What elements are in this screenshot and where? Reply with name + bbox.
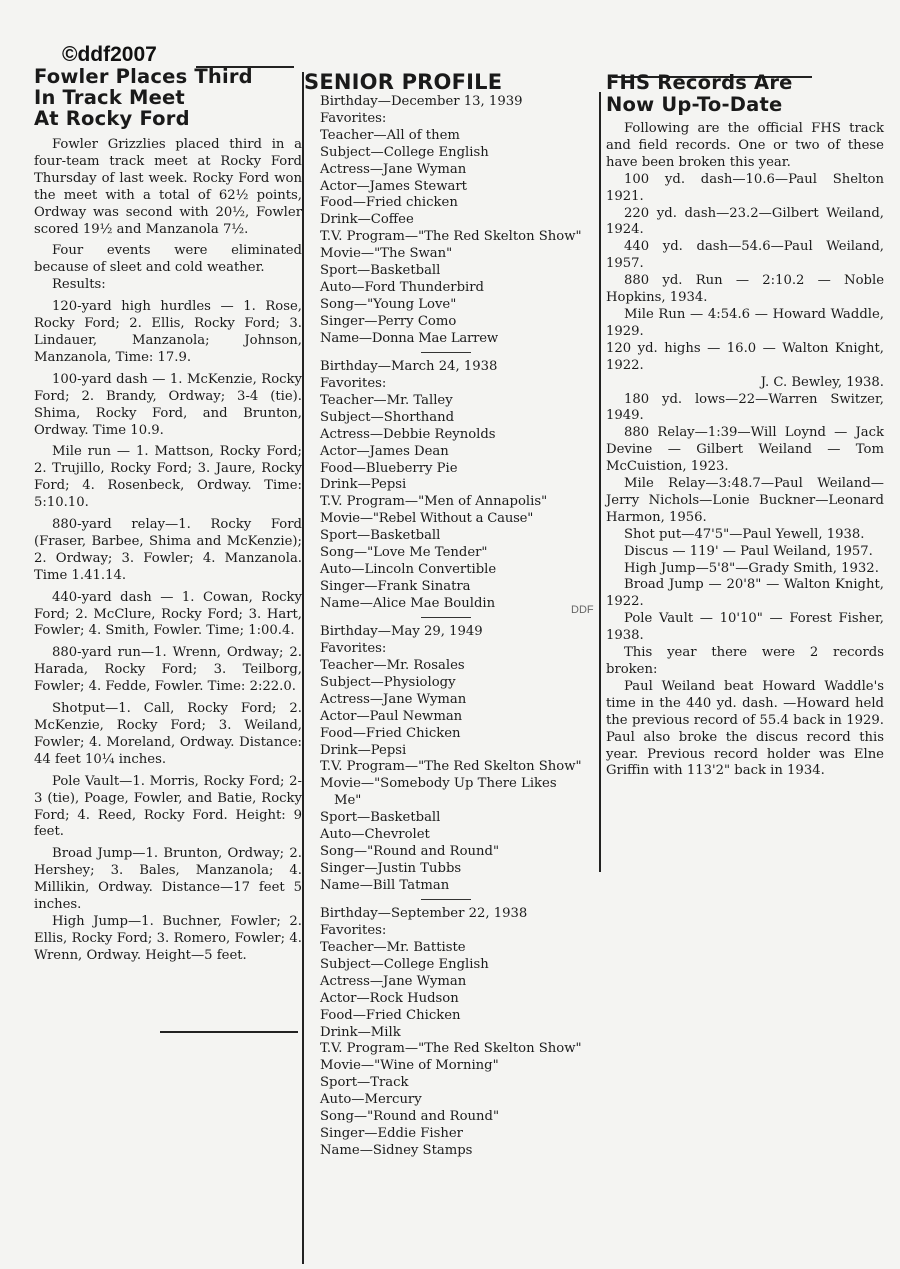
favorite-item: Actress—Jane Wyman (320, 161, 467, 177)
favorite-item: Sport—Basketball (320, 528, 441, 544)
favorite-item: Singer—Eddie Fisher (320, 1125, 463, 1141)
records-closing: This year there were 2 records broken: (606, 645, 884, 677)
article-intro: Fowler Grizzlies placed third in a four-team track meet at Rocky Ford Thursday of last week. Rocky Ford won the meet with a total of 62½ points, Ordway was second with 20½, Fowler scored 19½ and Manzanola 7½. (34, 137, 302, 237)
favorites-label: Favorites: (320, 923, 387, 939)
headline-line: In Track Meet (34, 86, 185, 109)
favorite-item: Teacher—All of them (320, 127, 460, 143)
profile-birthday: Birthday—March 24, 1938 (320, 359, 498, 375)
result-item: Shotput—1. Call, Rocky Ford; 2. McKenzie, Rocky Ford; 3. Weiland, Fowler; 4. Moreland, Ordway. Distance: 44 feet 10¼ inches. (34, 701, 302, 767)
favorite-item: Auto—Chevrolet (320, 827, 430, 843)
favorite-item: Actress—Debbie Reynolds (320, 426, 496, 442)
record-item: 880 yd. Run — 2:10.2 — Noble Hopkins, 1934. (606, 273, 884, 306)
profile-birthday: Birthday—December 13, 1939 (320, 94, 523, 109)
records-closing-detail: Paul Weiland beat Howard Waddle's time in the 440 yd. dash. —Howard held the previous record of 55.4 back in 1929. Paul also broke the discus record this year. Previous record holder was Elne Griffin with 113'2" back in 1934. (606, 678, 884, 779)
record-item: High Jump—5'8"—Grady Smith, 1932. (624, 560, 879, 576)
favorite-item: Actress—Jane Wyman (320, 973, 467, 989)
favorite-item: Auto—Ford Thunderbird (320, 279, 484, 295)
favorite-item: Teacher—Mr. Talley (320, 392, 453, 408)
entry-separator (421, 899, 471, 901)
favorite-item: Subject—College English (320, 956, 489, 972)
favorite-item: Actor—Rock Hudson (320, 990, 459, 1006)
favorite-item: Actress—Jane Wyman (320, 691, 467, 707)
article-paragraph: Four events were eliminated because of sleet and cold weather. (34, 243, 302, 276)
senior-profile (304, 70, 587, 1160)
entry-separator (421, 352, 471, 354)
favorite-item: Actor—James Stewart (320, 178, 467, 194)
profile-name: Name—Bill Tatman (320, 877, 450, 893)
records-intro: Following are the official FHS track and field records. One or two of these have been broken this year. (606, 121, 884, 170)
record-item: Discus — 119' — Paul Weiland, 1957. (624, 543, 873, 559)
favorite-item: Drink—Pepsi (320, 477, 407, 493)
result-item: 100-yard dash — 1. McKenzie, Rocky Ford; 2. Brandy, Ordway; 3-4 (tie). Shima, Rocky Ford, and Brunton, Ordway. Time 10.9. (34, 371, 302, 438)
profile-name: Name—Sidney Stamps (320, 1142, 473, 1158)
copyright-watermark: ©ddf2007 (62, 43, 157, 66)
favorite-item: Subject—Physiology (320, 674, 456, 690)
favorite-item: Teacher—Mr. Rosales (320, 658, 465, 673)
article-headline (34, 66, 302, 129)
margin-mark: DDF (571, 604, 594, 616)
favorite-item: Actor—Paul Newman (320, 708, 463, 724)
favorite-item: Actor—James Dean (320, 443, 449, 459)
result-item: Mile run — 1. Mattson, Rocky Ford; 2. Trujillo, Rocky Ford; 3. Jaure, Rocky Ford; 4. Rosenbeck, Ordway. Time: 5:10.10. (34, 444, 302, 511)
profile-entry (304, 906, 587, 1160)
record-item: 120 yd. highs — 16.0 — Walton Knight, 1922. (606, 340, 884, 373)
headline-line: Fowler Places Third (34, 65, 253, 88)
favorite-item: Song—"Round and Round" (320, 1109, 500, 1125)
favorite-item: T.V. Program—"Men of Annapolis" (320, 494, 548, 510)
profile-entry (304, 94, 587, 348)
profile-name: Name—Alice Mae Bouldin (320, 595, 496, 611)
headline-line: At Rocky Ford (34, 107, 190, 130)
favorites-label: Favorites: (320, 641, 387, 657)
favorites-label: Favorites: (320, 110, 387, 126)
records-headline (606, 72, 884, 115)
record-tie-line: J. C. Bewley, 1938. (760, 374, 884, 390)
favorite-item: Food—Fried Chicken (320, 1007, 461, 1023)
record-item: 180 yd. lows—22—Warren Switzer, 1949. (606, 391, 884, 424)
favorite-item: Subject—Shorthand (320, 409, 455, 425)
favorite-item: Sport—Basketball (320, 263, 441, 279)
favorite-item: Auto—Mercury (320, 1092, 422, 1108)
favorite-item: Auto—Lincoln Convertible (320, 561, 497, 577)
record-item: 440 yd. dash—54.6—Paul Weiland, 1957. (606, 239, 884, 272)
favorite-item: Movie—"The Swan" (320, 246, 453, 262)
favorite-item: Drink—Milk (320, 1024, 401, 1040)
favorite-item: Song—"Round and Round" (320, 843, 500, 859)
profile-headline: SENIOR PROFILE (304, 70, 503, 94)
favorite-item: Drink—Coffee (320, 212, 414, 228)
favorite-item: Sport—Basketball (320, 810, 441, 826)
favorite-item: Food—Blueberry Pie (320, 460, 458, 476)
favorite-item: Singer—Perry Como (320, 313, 457, 329)
favorite-item: T.V. Program—"The Red Skelton Show" (320, 229, 582, 245)
result-item: 120-yard high hurdles — 1. Rose, Rocky Ford; 2. Ellis, Rocky Ford; 3. Lindauer, Manzanola; Johnson, Manzanola, Time: 17.9. (34, 299, 302, 365)
favorite-item: Teacher—Mr. Battiste (320, 940, 466, 955)
results-label: Results: (52, 277, 106, 293)
article-track-meet (34, 66, 302, 965)
profile-name: Name—Donna Mae Larrew (320, 330, 498, 346)
record-item: 880 Relay—1:39—Will Loynd — Jack Devine — Gilbert Weiland — Tom McCuistion, 1923. (606, 425, 884, 475)
record-item: Shot put—47'5"—Paul Yewell, 1938. (624, 526, 865, 542)
profile-entry (304, 624, 587, 895)
record-item: Broad Jump — 20'8" — Walton Knight, 1922. (606, 577, 884, 610)
favorite-item: Singer—Frank Sinatra (320, 578, 471, 594)
favorites-label: Favorites: (320, 376, 387, 391)
column-rule-right (599, 92, 601, 872)
favorite-item: T.V. Program—"The Red Skelton Show" (320, 759, 582, 775)
entry-separator (421, 617, 471, 619)
favorite-item: Song—"Love Me Tender" (320, 545, 488, 561)
profile-birthday: Birthday—September 22, 1938 (320, 906, 528, 922)
result-item: 880-yard relay—1. Rocky Ford (Fraser, Barbee, Shima and McKenzie); 2. Ordway; 3. Fowler; 4. Manzanola. Time 1.41.14. (34, 517, 302, 583)
record-item: Mile Relay—3:48.7—Paul Weiland—Jerry Nichols—Lonie Buckner—Leonard Harmon, 1956. (606, 476, 884, 525)
footer-rule-1 (160, 1031, 298, 1033)
profile-entry (304, 359, 587, 613)
favorite-item: Food—Fried chicken (320, 195, 458, 211)
favorite-item: T.V. Program—"The Red Skelton Show" (320, 1041, 582, 1057)
result-item: Broad Jump—1. Brunton, Ordway; 2. Hershey; 3. Bales, Manzanola; 4. Millikin, Ordway. Distance—17 feet 5 inches. (34, 846, 302, 913)
favorite-item: Sport—Track (320, 1075, 409, 1091)
result-item: High Jump—1. Buchner, Fowler; 2. Ellis, Rocky Ford; 3. Romero, Fowler; 4. Wrenn, Ordway. Height—5 feet. (34, 913, 302, 963)
profile-birthday: Birthday—May 29, 1949 (320, 624, 483, 640)
record-item: 220 yd. dash—23.2—Gilbert Weiland, 1924. (606, 205, 884, 238)
record-item: Mile Run — 4:54.6 — Howard Waddle, 1929. (606, 306, 884, 339)
favorite-item: Song—"Young Love" (320, 296, 457, 312)
result-item: 880-yard run—1. Wrenn, Ordway; 2. Harada, Rocky Ford; 3. Teilborg, Fowler; 4. Fedde, Fowler. Time: 2:22.0. (34, 645, 302, 695)
favorite-item: Food—Fried Chicken (320, 725, 461, 741)
result-item: Pole Vault—1. Morris, Rocky Ford; 2-3 (tie), Poage, Fowler, and Batie, Rocky Ford; 4. Reed, Rocky Ford. Height: 9 feet. (34, 773, 302, 840)
favorite-item: Movie—"Somebody Up There Likes Me" (320, 776, 557, 809)
favorite-item: Movie—"Wine of Morning" (320, 1058, 499, 1074)
favorite-item: Singer—Justin Tubbs (320, 860, 462, 876)
favorite-item: Movie—"Rebel Without a Cause" (320, 511, 534, 527)
favorite-item: Drink—Pepsi (320, 742, 407, 758)
article-fhs-records (606, 72, 884, 780)
headline-line: Now Up-To-Date (606, 92, 783, 116)
result-item: 440-yard dash — 1. Cowan, Rocky Ford; 2. McClure, Rocky Ford; 3. Hart, Fowler; 4. Smith, Fowler. Time; 1:00.4. (34, 589, 302, 639)
record-item: 100 yd. dash—10.6—Paul Shelton 1921. (606, 171, 884, 204)
headline-line: FHS Records Are (606, 71, 793, 94)
record-item: Pole Vault — 10'10" — Forest Fisher, 1938. (606, 611, 884, 644)
favorite-item: Subject—College English (320, 144, 489, 160)
